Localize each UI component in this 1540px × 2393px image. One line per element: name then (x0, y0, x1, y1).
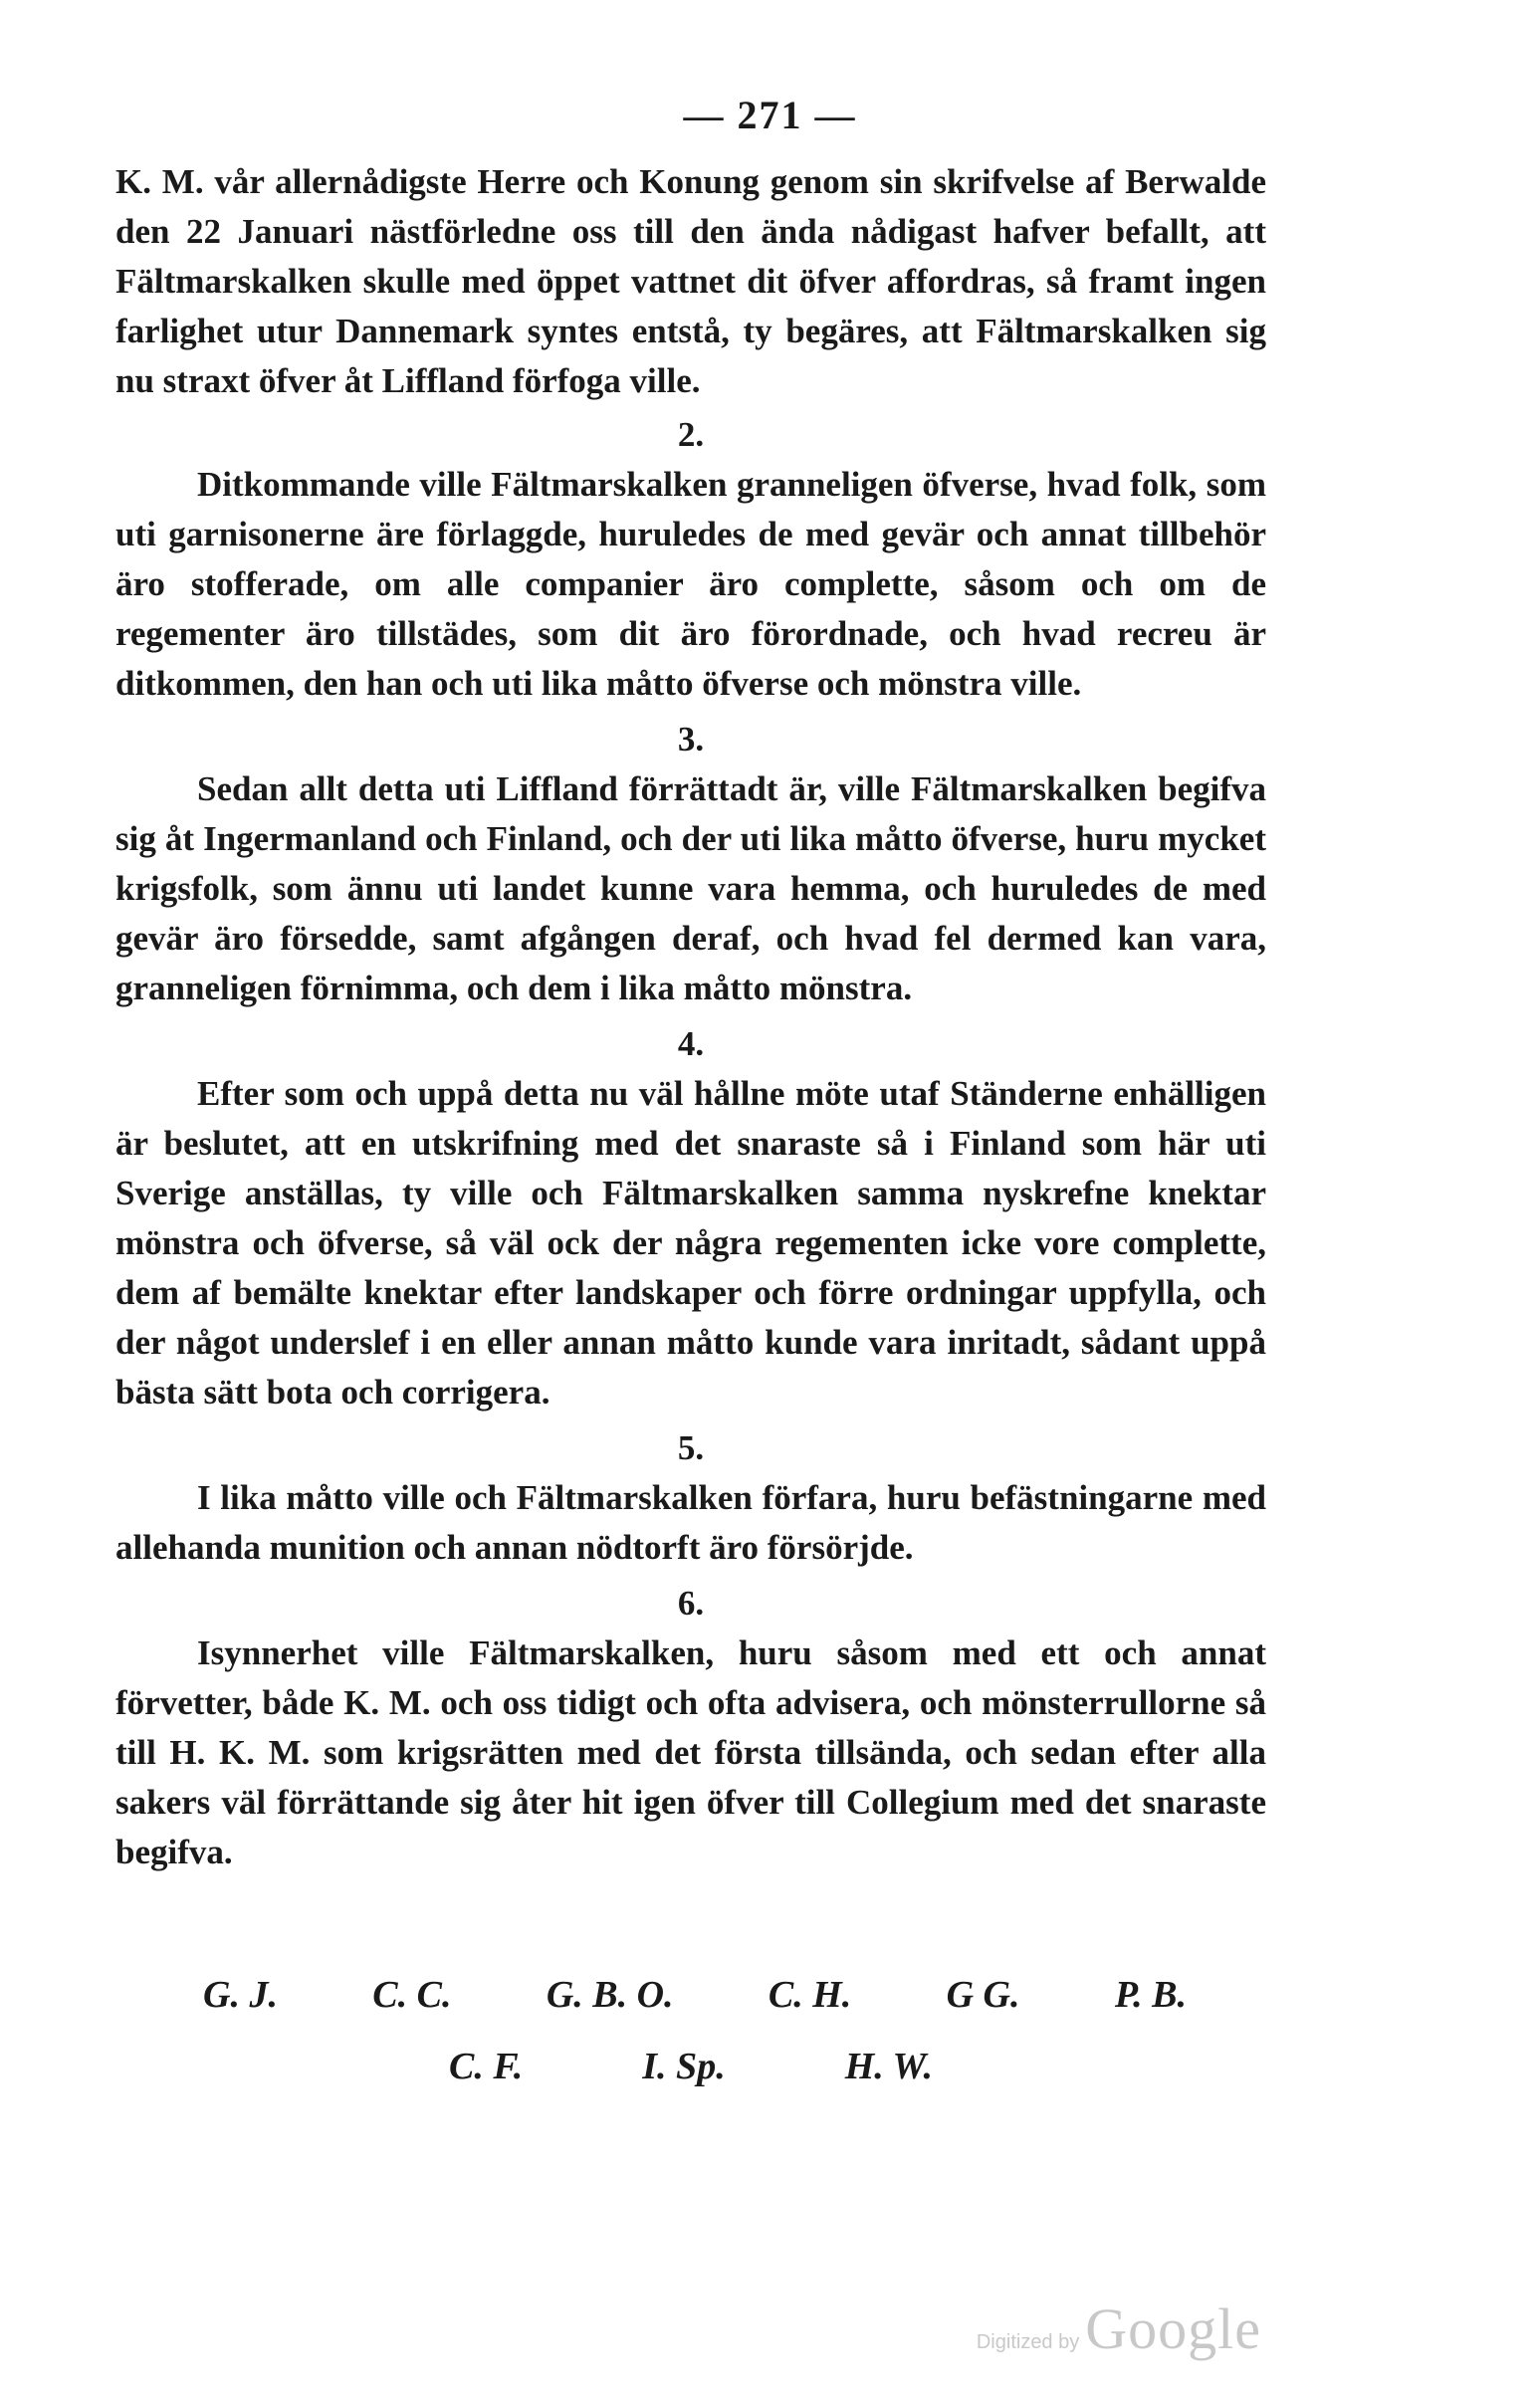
signature-initials: G G. (946, 1974, 1020, 2016)
document-body (115, 157, 1266, 1877)
google-logo: Google (1085, 2296, 1261, 2361)
signature-row (115, 1959, 1266, 2031)
signature-initials: H. W. (844, 2046, 934, 2087)
section-paragraph: I lika måtto ville och Fältmarskalken förfara, huru befästningarne med allehanda munition och annan nödtorft äro försörjde. (115, 1478, 1266, 1567)
signature-block (115, 1959, 1266, 2102)
signature-initials: C. F. (448, 2046, 524, 2087)
section-number: 2. (677, 415, 705, 454)
signature-initials: P. B. (1114, 1974, 1187, 2016)
section-paragraph: Isynnerhet ville Fältmarskalken, huru såsom med ett och annat förvetter, både K. M. och oss tidigt och ofta advisera, och mönsterrullorne så till H. K. M. som krigsrätten med det första tillsända, och sedan efter alla sakers väl förrättande sig åter hit igen öfver till Collegium med det snaraste begifva. (115, 1633, 1266, 1871)
section-number: 4. (677, 1024, 705, 1063)
section-number: 3. (677, 720, 705, 759)
page-number: — 271 — (683, 93, 857, 137)
signature-initials: C. C. (372, 1974, 452, 2016)
section-number: 5. (677, 1428, 705, 1467)
signature-initials: G. J. (203, 1974, 278, 2016)
section-paragraph: Sedan allt detta uti Liffland förrättadt är, ville Fältmarskalken begifva sig åt Ingermanland och Finland, och der uti lika måtto öfverse, huru mycket krigsfolk, som ännu uti landet kunne vara hemma, och huruledes de med gevär äro försedde, samt afgången deraf, och hvad fel dermed kan vara, granneligen förnimma, och dem i lika måtto mönstra. (115, 769, 1266, 1007)
section-paragraph: Ditkommande ville Fältmarskalken granneligen öfverse, hvad folk, som uti garnisonerne äre förlaggde, huruledes de med gevär och annat tillbehör äro stofferade, om alle companier äro complette, såsom och om de regementer äro tillstädes, som dit äro förordnade, och hvad recreu är ditkommen, den han och uti lika måtto öfverse och mönstra ville. (115, 465, 1266, 703)
section-paragraph: Efter som och uppå detta nu väl hållne möte utaf Ständerne enhälligen är beslutet, att en utskrifning med det snaraste så i Finland som här uti Sverige anställas, ty ville och Fältmarskalken samma nyskrefne knektar mönstra och öfverse, så väl ock der några regementen icke vore complette, dem af bemälte knektar efter landskaper och förre ordningar uppfylla, och der något underslef i en eller annan måtto kunde vara inritadt, sådant uppå bästa sätt bota och corrigera. (115, 1074, 1266, 1412)
watermark-label: Digitized by (976, 2331, 1080, 2353)
signature-initials: I. Sp. (642, 2046, 726, 2087)
signature-row (115, 2031, 1266, 2102)
signature-initials: G. B. O. (546, 1974, 674, 2016)
intro-paragraph: K. M. vår allernådigste Herre och Konung genom sin skrifvelse af Berwalde den 22 Januari nästförledne oss till den ända nådigast hafver befallt, att Fältmarskalken skulle med öppet vattnet dit öfver affordras, så framt ingen farlighet utur Dannemark syntes entstå, ty begäres, att Fältmarskalken sig nu straxt öfver åt Liffland förfoga ville. (115, 162, 1266, 400)
digitization-watermark (977, 2295, 1261, 2362)
section-number: 6. (677, 1584, 705, 1623)
signature-initials: C. H. (768, 1974, 852, 2016)
